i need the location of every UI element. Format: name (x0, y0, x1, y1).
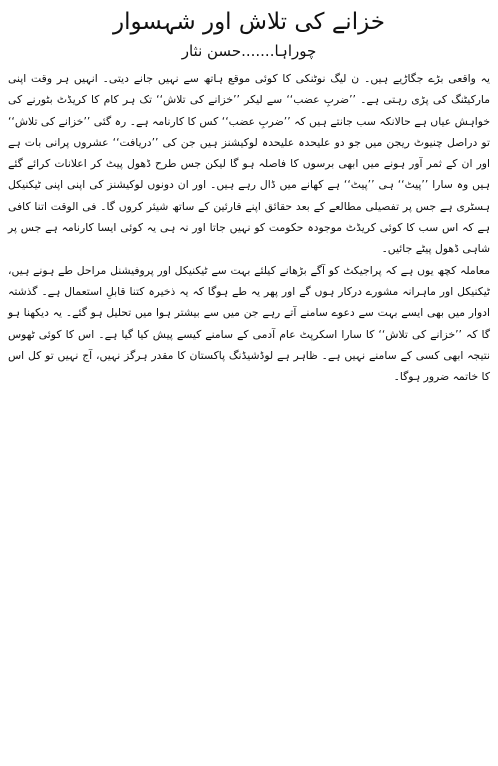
column-title: خزانے کی تلاش اور شہسوار (113, 9, 385, 35)
column-byline: چوراہا.......حسن نثار (181, 42, 317, 60)
column-paragraph: معاملہ کچھ یوں ہے کہ پراجیکٹ کو آگے بڑھانے کیلئے بہت سے ٹیکنیکل اور پروفیشنل مراحل طے ہونے ہیں، ٹیکنیکل اور ماہرانہ مشورے درکار ہوں گے اور پھر یہ طے ہوگا کہ یہ ذخیرہ کتنا قابلِ استعمال ہے۔ گذشتہ ادوار میں بھی ایسے بہت سے دعوے سامنے آتے رہے جن میں سے بیشتر ہوا میں تحلیل ہو گئے۔ یہ دیکھنا ہو گا کہ ’’خزانے کی تلاش‘‘ کا سارا اسکرپٹ عام آدمی کے سامنے کیسے پیش کیا گیا ہے۔ اس کا کوئی ٹھوس نتیجہ ابھی کسی کے سامنے نہیں ہے۔ ظاہر ہے لوڈشیڈنگ پاکستان کا مقدر ہرگز نہیں، آج نہیں تو کل اس کا خاتمہ ضرور ہوگا۔ (8, 263, 490, 384)
column-paragraph: یہ واقعی بڑے جگاڑیے ہیں۔ ن لیگ نوٹنکی کا کوئی موقع ہاتھ سے نہیں جانے دیتی۔ انہیں ہر وقت اپنی مارکیٹنگ کی پڑی رہتی ہے۔ ’’ضربِ عضب‘‘ سے لیکر ’’خزانے کی تلاش‘‘ تک ہر کام کا کریڈٹ بٹورنے کی خواہش عیاں ہے حالانکہ سب جانتے ہیں کہ ’’ضربِ عضب‘‘ کس کا کارنامہ ہے۔ رہ گئی ’’خزانے کی تلاش‘‘ تو دراصل چنیوٹ ریجن میں جو دو علیحدہ علیحدہ لوکیشنز ہیں جن کی ’’دریافت‘‘ عشروں پرانی بات ہے اور ان کے ثمر آور ہونے میں ابھی برسوں کا فاصلہ ہو گا لیکن جس طرح ڈھول پیٹ کر اعلانات کرائے گئے ہیں وہ سارا ’’پیٹ‘‘ ہی ’’پیٹ‘‘ ہے کھانے میں ڈال رہے ہیں۔ اور ان دونوں لوکیشنز کی اپنی اپنی ٹیکنیکل ہسٹری ہے جس پر تفصیلی مطالعے کے بعد حقائق اپنے قارئین کے ساتھ شیئر کروں گا۔ فی الوقت اتنا کافی ہے کہ اس سب کا کوئی کریڈٹ موجودہ حکومت کو نہیں جاتا اور نہ ہی یہ کوئی ایسا کارنامہ ہے جس پر شاہی ڈھول پیٹے جائیں۔ (8, 72, 490, 256)
column-body (8, 68, 490, 387)
